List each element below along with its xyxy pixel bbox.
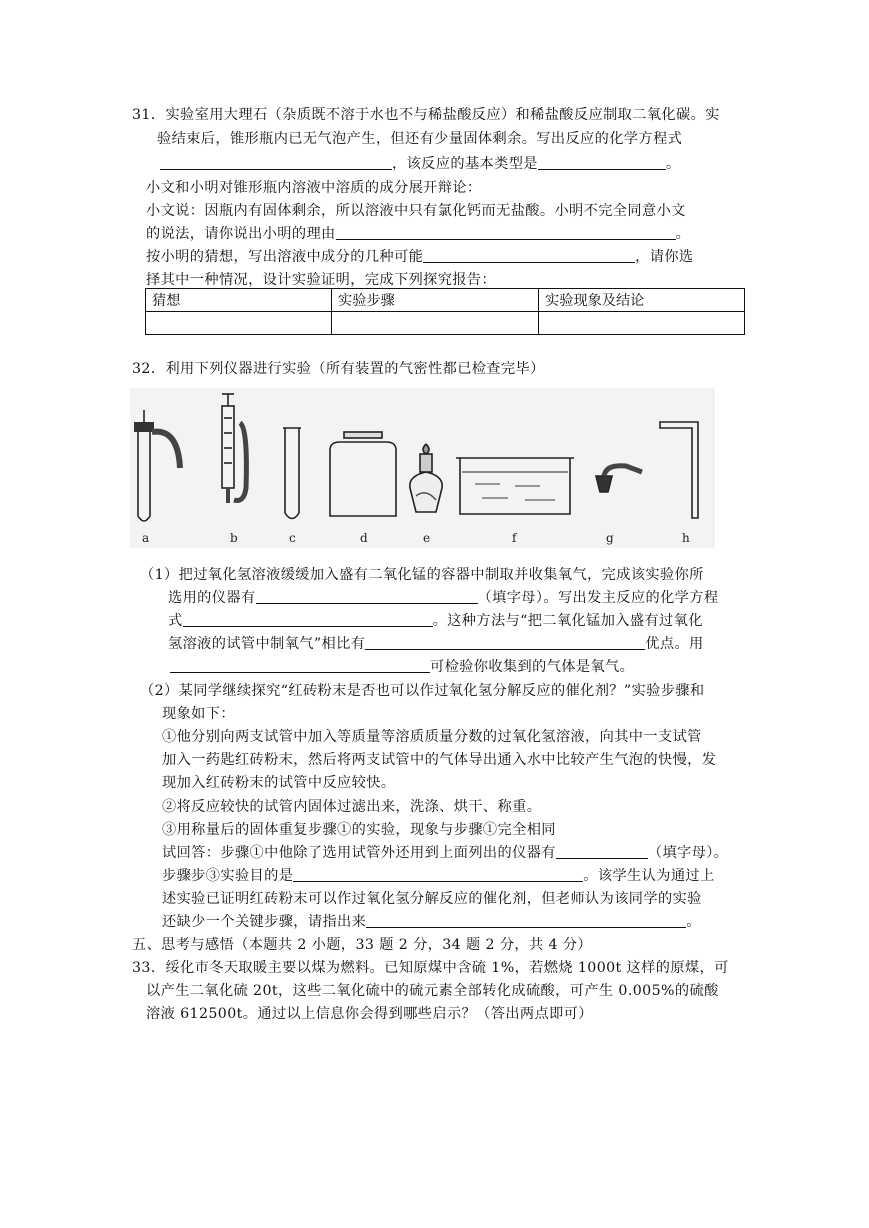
q32-title: 32．利用下列仪器进行实验（所有装置的气密性都已检查完毕） <box>132 361 545 377</box>
missing-step-prompt: 还缺少一个关键步骤，请指出来 <box>162 914 367 930</box>
period: 。 <box>665 156 681 172</box>
equation-prompt: 式 <box>168 613 183 629</box>
other-instruments-blank[interactable] <box>556 843 648 859</box>
q32-p2-line-6: ②将反应较快的试管内固体过滤出来，洗涤、烘干、称重。 <box>162 799 542 815</box>
table-header-hypothesis: 猜想 <box>146 289 332 312</box>
purpose-suffix: 。该学生认为通过上 <box>583 868 715 884</box>
section-5-heading: 五、思考与感悟（本题共 2 小题，33 题 2 分，34 题 2 分，共 4 分） <box>132 937 593 953</box>
q32-p1-line-5 <box>170 657 634 677</box>
reaction-type-blank[interactable] <box>538 154 666 170</box>
equation-blank[interactable] <box>160 154 392 170</box>
other-instruments-prompt: 试回答：步骤①中他除了选用试管外还用到上面列出的仪器有 <box>162 845 556 861</box>
q32-p2-line-11 <box>162 912 701 932</box>
q32-p2-line-3: ①他分别向两支试管中加入等质量等溶质质量分数的过氧化氢溶液，向其中一支试管 <box>162 729 702 745</box>
reason-blank[interactable] <box>336 224 676 240</box>
possibilities-blank[interactable] <box>423 247 635 263</box>
purpose-prompt: 步骤步③实验目的是 <box>162 868 294 884</box>
q32-p2-line-5: 现加入红砖粉末的试管中反应较快。 <box>162 775 396 791</box>
q31-line-6 <box>146 224 690 244</box>
label-e: e <box>423 531 431 545</box>
q31-line-1: 31．实验室用大理石（杂质既不溶于水也不与稀盐酸反应）和稀盐酸反应制取二氧化碳。实 <box>132 107 720 123</box>
q32-p2-line-9 <box>162 866 715 886</box>
table-header-row <box>146 289 745 312</box>
exploration-report-table <box>145 288 745 335</box>
instruments-prompt: 选用的仪器有 <box>168 590 256 606</box>
other-instruments-suffix: （填字母）。 <box>647 845 729 861</box>
label-b: b <box>230 531 238 545</box>
advantage-suffix: 优点。用 <box>645 636 704 652</box>
result-cell[interactable] <box>539 312 745 335</box>
table-header-result: 实验现象及结论 <box>539 289 745 312</box>
label-d: d <box>360 531 368 545</box>
q32-p2-line-10: 述实验已证明红砖粉末可以作过氧化氢分解反应的催化剂，但老师认为该同学的实验 <box>162 891 702 907</box>
q32-p2-line-4: 加入一药匙红砖粉末，然后将两支试管中的气体导出通入水中比较产生气泡的快慢，发 <box>162 752 717 768</box>
q32-p1-line-4 <box>168 634 704 654</box>
q32-p1-line-3 <box>168 611 703 631</box>
equation-suffix: 。这种方法与“把二氧化锰加入盛有过氧化 <box>432 613 703 629</box>
q31-line-8: 择其中一种情况，设计实验证明，完成下列探究报告： <box>146 272 497 288</box>
q31-line-4: 小文和小明对锥形瓶内溶液中溶质的成分展开辩论： <box>146 180 482 196</box>
q32-p2-line-8 <box>162 843 728 863</box>
q32-p2-line-2: 现象如下： <box>162 706 235 722</box>
reason-prompt: 的说法，请你说出小明的理由 <box>146 226 336 242</box>
q32-p2-line-7: ③用称量后的固体重复步骤①的实验，现象与步骤①完全相同 <box>162 822 556 838</box>
label-g: g <box>606 531 614 545</box>
possibilities-prompt: 按小明的猜想，写出溶液中成分的几种可能 <box>146 249 424 265</box>
instruments-suffix: （填字母）。写出发主反应的化学方程 <box>477 590 719 606</box>
q32-p1-line-1: （1）把过氧化氢溶液缓缓加入盛有二氧化锰的容器中制取并收集氧气，完成该实验你所 <box>140 567 704 583</box>
hypothesis-cell[interactable] <box>146 312 332 335</box>
missing-step-blank[interactable] <box>366 912 686 928</box>
q31-line-5: 小文说：因瓶内有固体剩余，所以溶液中只有氯化钙而无盐酸。小明不完全同意小文 <box>146 203 686 219</box>
label-h: h <box>682 531 690 545</box>
purpose-blank[interactable] <box>293 866 583 882</box>
q33-line-1: 33．绥化市冬天取暖主要以煤为燃料。已知原煤中含硫 1%，若燃烧 1000t 这样的原煤，可 <box>132 960 729 976</box>
label-f: f <box>512 531 517 545</box>
advantage-blank[interactable] <box>365 634 645 650</box>
o2-equation-blank[interactable] <box>183 611 433 627</box>
q31-line-2: 验结束后，锥形瓶内已无气泡产生，但还有少量固体剩余。写出反应的化学方程式 <box>157 131 683 147</box>
test-method-suffix: 可检验你收集到的气体是氧气。 <box>430 659 635 675</box>
advantage-prompt: 氢溶液的试管中制氧气”相比有 <box>168 636 366 652</box>
q31-line-7 <box>146 247 694 267</box>
table-answer-row <box>146 312 745 335</box>
lab-apparatus-figure <box>130 388 715 548</box>
label-c: c <box>289 531 296 545</box>
q33-line-3: 溶液 612500t。通过以上信息你会得到哪些启示？（答出两点即可） <box>146 1006 593 1022</box>
q32-p2-line-1: （2）某同学继续探究“红砖粉末是否也可以作过氧化氢分解反应的催化剂？”实验步骤和 <box>140 683 705 699</box>
period: 。 <box>675 226 691 242</box>
instruments-blank[interactable] <box>256 588 478 604</box>
steps-cell[interactable] <box>332 312 539 335</box>
test-method-blank[interactable] <box>170 657 430 673</box>
possibilities-suffix: ，请你选 <box>635 249 694 265</box>
q33-line-2: 以产生二氧化硫 20t，这些二氧化硫中的硫元素全部转化成硫酸，可产生 0.005%的硫酸 <box>146 983 719 999</box>
q32-p1-line-2 <box>168 588 718 608</box>
label-a: a <box>142 531 150 545</box>
table-header-steps: 实验步骤 <box>332 289 539 312</box>
period: 。 <box>686 914 701 930</box>
reaction-type-prompt: ，该反应的基本类型是 <box>392 156 538 172</box>
q31-line-3 <box>160 154 680 174</box>
